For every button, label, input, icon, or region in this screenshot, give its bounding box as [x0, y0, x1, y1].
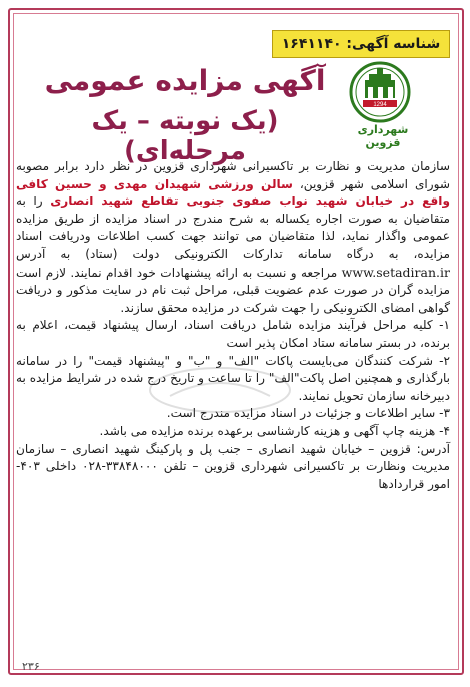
setad-url-link[interactable]: www.setadiran.ir: [341, 264, 450, 280]
address-line: آدرس: قزوین – خیابان شهید انصاری – جنب پل و پارکینگ شهید انصاری – سازمان مدیریت ونظارت بر تاکسیرانی شهرداری قزوین – تلفن ۳۳۸۴۸۰۰۰-۰۲۸ داخلی ۴۰۳- امور قراردادها: [16, 441, 451, 491]
ad-title: آگهی مزایده عمومی: [44, 64, 326, 97]
watermark-icon: [140, 360, 300, 420]
venue-highlight: سالن ورزشی شهیدان مهدی و حسین کافی واقع در خیابان شهید نواب صفوی جنوبی تقاطع شهید انصاری: [16, 176, 450, 209]
intro-start: سازمان مدیریت و نظارت بر تاکسیرانی شهرداری قزوین در نظر دارد برابر مصوبه شورای اسلامی شهر قزوین،: [16, 159, 450, 191]
item-1: ۱- کلیه مراحل فرآیند مزایده شامل دریافت اسناد، ارسال پیشنهاد قیمت، اعلام به برنده، در بستر سامانه ستاد امکان پذیر است: [16, 318, 450, 350]
intro-paragraph: [16, 158, 450, 317]
item-3: ۳- سایر اطلاعات و جزئیات در اسناد مزایده مندرج است.: [166, 406, 450, 421]
intro-tail: مراجعه و نسبت به ارائه پیشنهادات خود اقدام نمایند. لازم است مزایده گران در صورت عدم عضویت قبلی، مراحل ثبت نام در سایت مذکور و دریافت گواهی امضای الکترونیکی را جهت شرکت در مزایده محقق سازند.: [16, 265, 450, 315]
page-number: ۲۳۶: [22, 660, 40, 673]
logo-caption: شهرداری قزوین: [357, 123, 409, 149]
ad-subtitle: (یک نوبته – یک مرحله‌ای): [91, 106, 279, 166]
item-4: ۴- هزینه چاپ آگهی و هزینه کارشناسی برعهده برنده مزایده می باشد.: [99, 423, 450, 438]
logo-year: 1294: [373, 102, 387, 108]
ad-body: [16, 158, 450, 493]
ad-identifier: شناسه آگهی: ۱۶۴۱۱۴۰: [272, 30, 450, 58]
intro-end: را به متقاضیان به صورت اجاره یکساله به شرح مندرج در اسناد مزایده از طریق مزایده عمومی واگذار نماید، لذا متقاضیان می توانند جهت کسب اطلاعات ودریافت اسناد مزایده، به درگاه سامانه تدارکات الکترونیکی دولت (ستاد) به آدرس: [16, 194, 450, 261]
item-2: ۲- شرکت کنندگان می‌بایست پاکات "الف" و "ب" و "پیشنهاد قیمت" را در سامانه بارگذاری و همچنین اصل پاکت"الف" را تا ساعت و تاریخ درج شده در شرایط مزایده به دبیرخانه سازمان تحویل نمایند.: [16, 353, 450, 403]
